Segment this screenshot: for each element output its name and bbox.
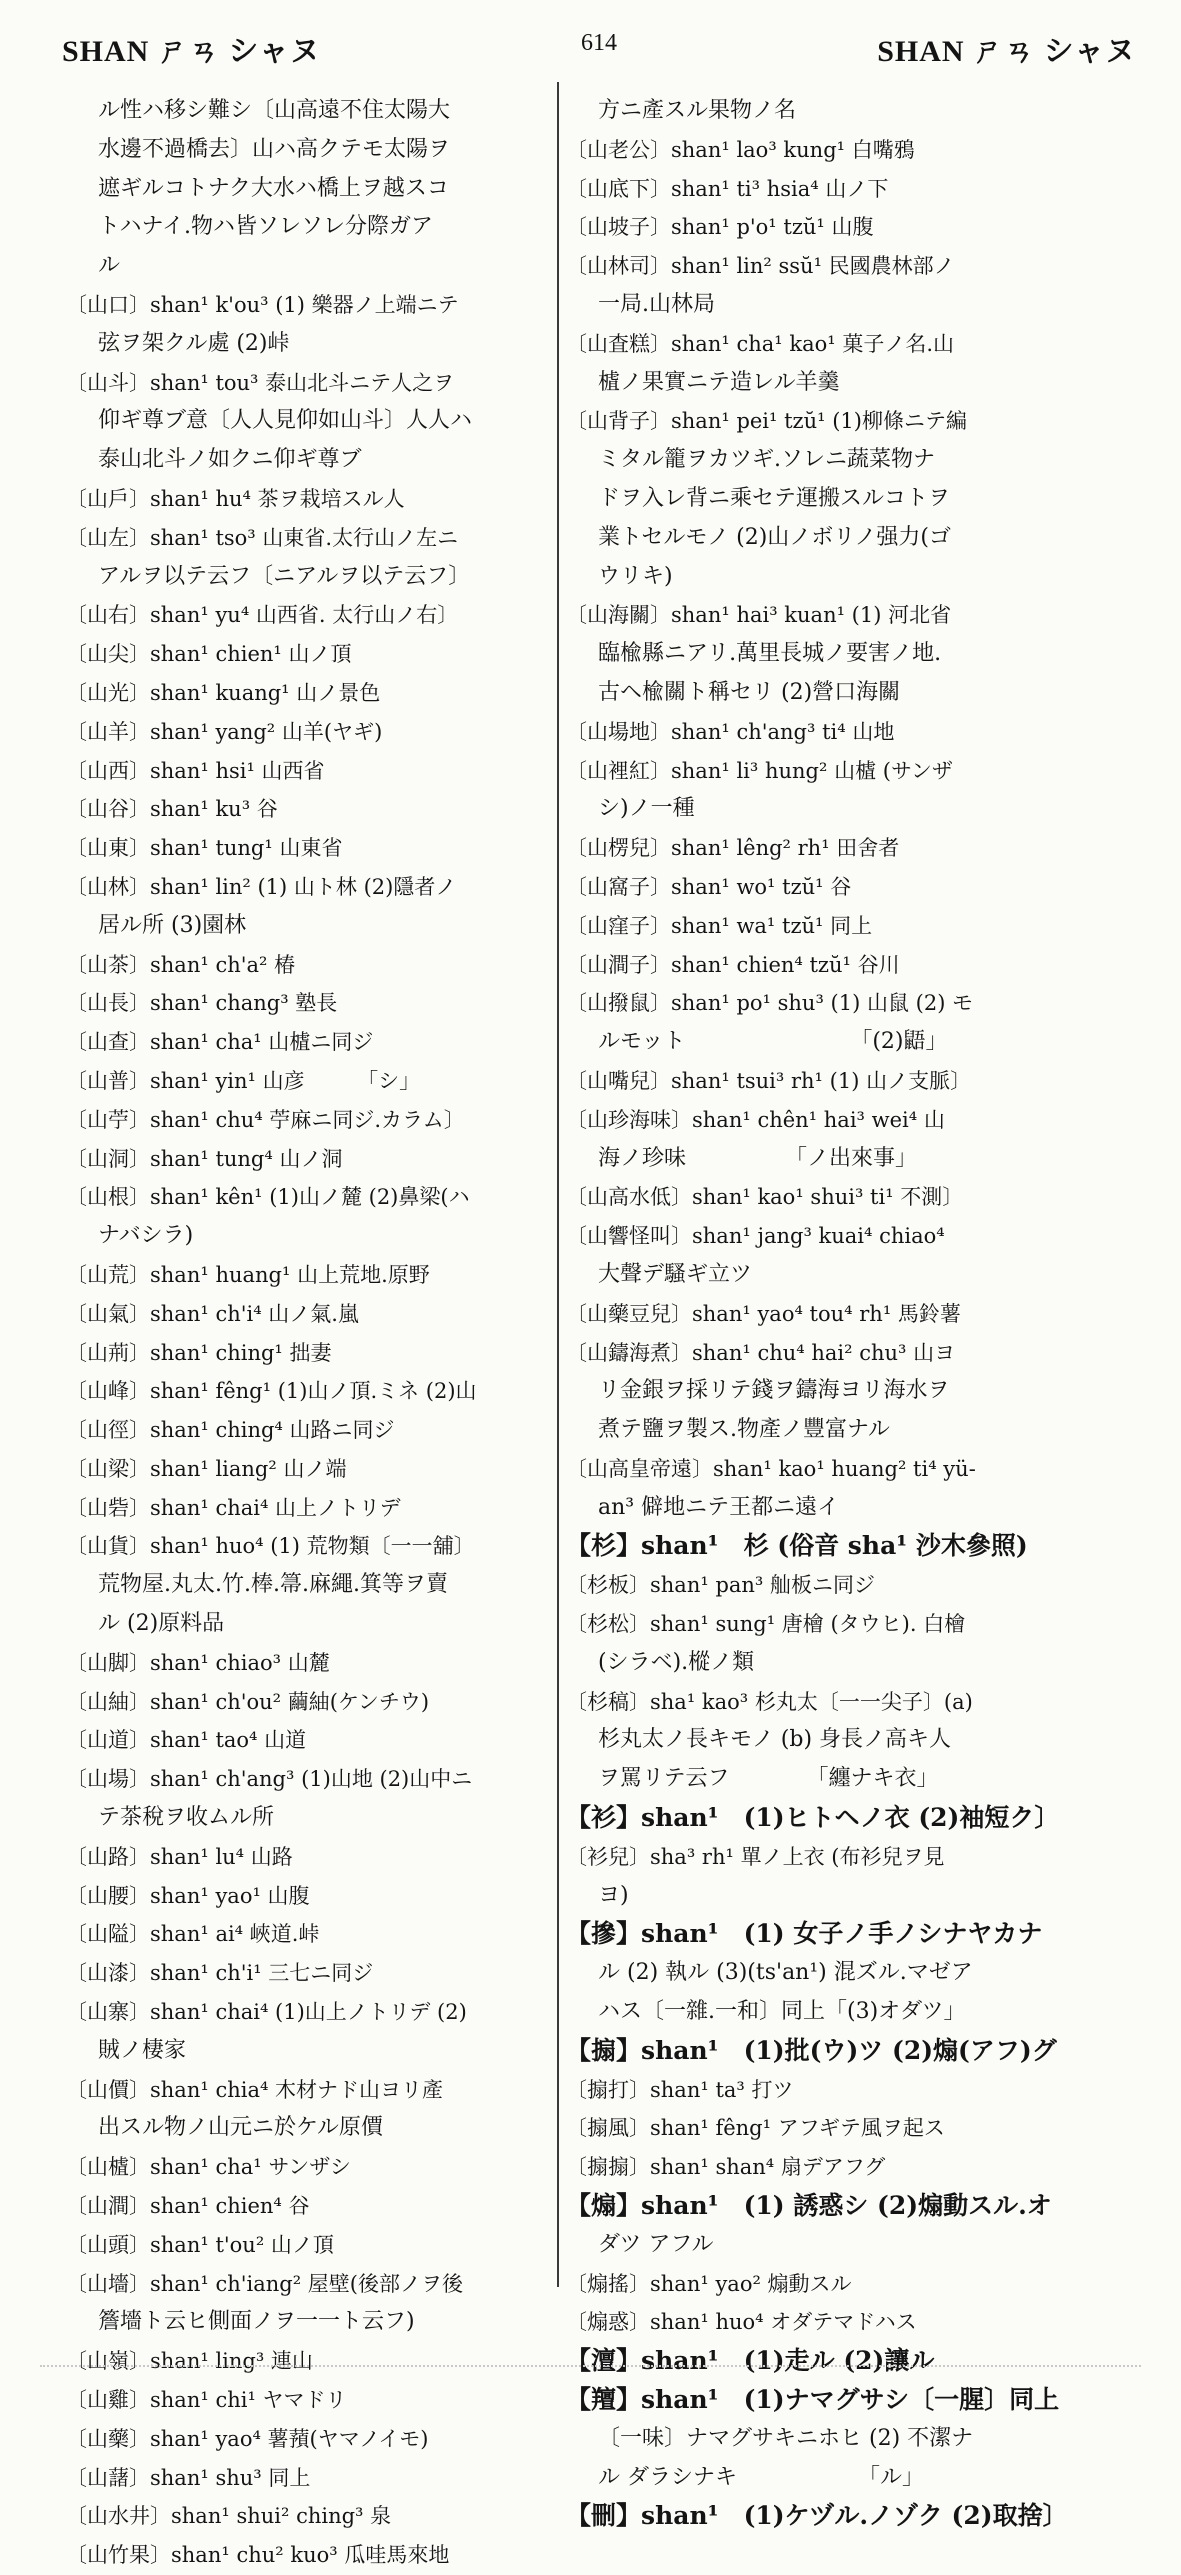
entry-line: 〔搧風〕shan¹ fêng¹ アフギテ風ヲ起ス [566,2116,945,2141]
entry-continuation-line: 海ノ珍味 「ノ出來事」 [598,1145,918,1171]
entry-line: 〔山價〕shan¹ chia⁴ 木材ナド山ヨリ產 [66,2077,444,2102]
entry-line: 〔搧搧〕shan¹ shan⁴ 扇デアフグ [566,2155,886,2180]
entry-line: 〔山裡紅〕shan¹ li³ hung² 山樝 (サンザ [566,758,953,783]
entry-line: 〔山斗〕shan¹ tou³ 泰山北斗ニテ人之ヲ [66,370,455,395]
entry-line: 〔山澗〕shan¹ chien⁴ 谷 [66,2194,310,2219]
entry-line: 〔山海關〕shan¹ hai³ kuan¹ (1) 河北省 [566,603,952,628]
entry-line: 〔山珍海味〕shan¹ chên¹ hai³ wei⁴ 山 [566,1107,945,1132]
entry-line: 〔山洞〕shan¹ tung⁴ 山ノ洞 [66,1146,343,1171]
entry-line: 〔山戶〕shan¹ hu⁴ 茶ヲ栽培スル人 [66,486,405,511]
entry-continuation-line: 大聲デ騷ギ立ツ [598,1261,753,1287]
entry-line: 〔山道〕shan¹ tao⁴ 山道 [66,1728,307,1753]
entry-continuation-line: ナバシラ) [98,1223,194,1249]
entry-line: 〔山氣〕shan¹ ch'i⁴ 山ノ氣.嵐 [66,1301,359,1326]
entry-line: 〔山坡子〕shan¹ p'o¹ tzŭ¹ 山腹 [566,215,874,240]
entry-line: 〔山苧〕shan¹ chu⁴ 苧麻ニ同ジ.カラム〕 [66,1107,465,1132]
entry-line: 〔山西〕shan¹ hsi¹ 山西省 [66,758,325,783]
entry-continuation-line: 業トセルモノ (2)山ノボリノ强力(ゴ [598,524,951,550]
entry-line: 〔山峰〕shan¹ fêng¹ (1)山ノ頂.ミネ (2)山 [66,1379,477,1404]
entry-line: 〔山羊〕shan¹ yang² 山羊(ヤギ) [66,719,383,744]
entry-line: 〔山嘴兒〕shan¹ tsui³ rh¹ (1) 山ノ支脈〕 [566,1068,972,1093]
entry-line: 〔山腰〕shan¹ yao¹ 山腹 [66,1883,310,1908]
entry-continuation-line: 古ヘ楡關ト稱セリ (2)營口海關 [598,679,901,705]
entry-line: 〔山場〕shan¹ ch'ang³ (1)山地 (2)山中ニ [66,1767,473,1792]
entry-continuation-line: アルヲ以テ云フ〔ニアルヲ以テ云フ〕 [98,563,471,589]
entry-line: 〔山光〕shan¹ kuang¹ 山ノ景色 [66,680,381,705]
entry-continuation-line: シ)ノ一種 [598,796,695,822]
entry-line: 〔山茶〕shan¹ ch'a² 椿 [66,952,296,977]
entry-continuation-line: ル ダラシナキ 「ル」 [598,2464,924,2490]
entry-continuation-line: 賊ノ棲家 [98,2037,187,2063]
entry-line: 〔山竹果〕shan¹ chu² kuo³ 瓜哇馬來地 [66,2543,450,2568]
entry-line: 〔山長〕shan¹ chang³ 塾長 [66,991,338,1016]
entry-continuation-line: ルモット 「(2)鼯」 [598,1029,948,1055]
entry-line: 〔山澗子〕shan¹ chien⁴ tzŭ¹ 谷川 [566,952,900,977]
entry-line: 〔搧打〕shan¹ ta³ 打ツ [566,2077,794,2102]
entry-line: 〔山高水低〕shan¹ kao¹ shui³ ti¹ 不測〕 [566,1185,964,1210]
entry-line: 〔山窩子〕shan¹ wo¹ tzŭ¹ 谷 [566,874,852,899]
column-divider [557,82,559,2287]
entry-line: 〔山查〕shan¹ cha¹ 山樝ニ同ジ [66,1030,374,1055]
entry-line: 〔山貨〕shan¹ huo⁴ (1) 荒物類〔一一舖〕 [66,1534,475,1559]
entry-line: 〔山根〕shan¹ kên¹ (1)山ノ麓 (2)鼻梁(ハ [66,1185,470,1210]
entry-line: 〔山林司〕shan¹ lin² ssŭ¹ 民國農林部ノ [566,254,955,279]
entry-continuation-line: 方ニ產スル果物ノ名 [598,98,797,123]
entry-line: 〔山口〕shan¹ k'ou³ (1) 樂器ノ上端ニテ [66,292,459,317]
entry-continuation-line: ダツ アフル [598,2231,714,2257]
entry-line: 〔山路〕shan¹ lu⁴ 山路 [66,1844,293,1869]
entry-line: 〔山樝〕shan¹ cha¹ サンザシ [66,2155,351,2180]
entry-line: 〔山査糕〕shan¹ cha¹ kao¹ 菓子ノ名.山 [566,331,954,356]
entry-continuation-line: 遮ギルコトナク大水ハ橋上ヲ越スコ [98,175,449,201]
entry-continuation-line: 仰ギ尊ブ意〔人人見仰如山斗〕人人ハ [98,408,473,434]
entry-continuation-line: 〔一味〕ナマグサキニホヒ (2) 不潔ナ [598,2425,974,2451]
entry-line: 〔山漆〕shan¹ ch'i¹ 三七ニ同ジ [66,1961,374,1986]
entry-line: 〔杉稿〕sha¹ kao³ 杉丸太〔一一尖子〕(a) [566,1689,973,1714]
entry-line: 〔山鑄海煮〕shan¹ chu⁴ hai² chu³ 山ヨ [566,1340,956,1365]
entry-line: 〔山砦〕shan¹ chai⁴ 山上ノトリデ [66,1495,401,1520]
entry-continuation-line: 荒物屋.丸太.竹.棒.箒.麻繩.箕等ヲ賣 [98,1572,448,1598]
entry-line: 【羶】shan¹ (1)ナマグサシ〔一腥〕同上 [566,2385,1060,2415]
entry-continuation-line: ドヲ入レ背ニ乘セテ運搬スルコトヲ [598,485,951,511]
entry-line: 〔山藥豆兒〕shan¹ yao⁴ tou⁴ rh¹ 馬鈴薯 [566,1301,961,1326]
entry-line: 〔山藥〕shan¹ yao⁴ 薯蕷(ヤマノイモ) [66,2426,429,2451]
entry-continuation-line: ヲ罵リテ云フ 「纏ナキ衣」 [598,1766,939,1792]
entry-continuation-line: ル [98,253,121,279]
entry-line: 〔山場地〕shan¹ ch'ang³ ti⁴ 山地 [566,719,895,744]
entry-continuation-line: (シラベ).樅ノ類 [598,1649,755,1675]
entry-line: 〔山底下〕shan¹ ti³ hsia⁴ 山ノ下 [566,176,889,201]
entry-line: 〔山脚〕shan¹ chiao³ 山麓 [66,1650,330,1675]
entry-continuation-line: 居ル所 (3)園林 [98,912,247,938]
entry-continuation-line: テ茶稅ヲ收ムル所 [98,1805,275,1831]
entry-line: 〔山梁〕shan¹ liang² 山ノ端 [66,1456,347,1481]
entry-continuation-line: 杉丸太ノ長キモノ (b) 身長ノ高キ人 [598,1727,952,1753]
entry-line: 〔山谷〕shan¹ ku³ 谷 [66,797,278,822]
entry-continuation-line: トハナイ.物ハ皆ソレソレ分際ガア [98,214,434,240]
entry-line: 〔山左〕shan¹ tso³ 山東省.太行山ノ左ニ [66,525,459,550]
entry-line: 〔山徑〕shan¹ ching⁴ 山路ニ同ジ [66,1418,395,1443]
entry-line: 〔山墻〕shan¹ ch'iang² 屋壁(後部ノヲ後 [66,2271,463,2296]
entry-continuation-line: ヨ) [598,1882,629,1908]
entry-continuation-line: 弦ヲ架クル處 (2)峠 [98,330,290,356]
page-footer-rule [40,2365,1141,2373]
entry-line: 〔山尖〕shan¹ chien¹ 山ノ頂 [66,642,352,667]
entry-line: 〔山寨〕shan¹ chai⁴ (1)山上ノトリデ (2) [66,2000,467,2025]
entry-line: 〔山荒〕shan¹ huang¹ 山上荒地.原野 [66,1262,430,1287]
right-column [566,92,1136,2536]
entry-line: 〔山林〕shan¹ lin² (1) 山ト林 (2)隱者ノ [66,874,457,899]
entry-line: 〔山背子〕shan¹ pei¹ tzŭ¹ (1)柳條ニテ編 [566,409,967,434]
left-column [66,92,550,2575]
entry-continuation-line: ウリキ) [598,563,673,589]
entry-line: 〔煽搖〕shan¹ yao² 煽動スル [566,2271,852,2296]
entry-continuation-line: an³ 僻地ニテ王都ニ遠イ [598,1494,840,1520]
entry-line: 【摻】shan¹ (1) 女子ノ手ノシナヤカナ [566,1919,1043,1949]
entry-continuation-line: 泰山北斗ノ如クニ仰ギ尊ブ [98,447,362,473]
entry-continuation-line: 樝ノ果實ニテ造レル羊羹 [598,369,840,395]
entry-line: 〔杉板〕shan¹ pan³ 舢板ニ同ジ [566,1573,876,1598]
header-left-guide: SHAN ㄕㄢ シャヌ [62,35,321,68]
entry-continuation-line: 簷墻ト云ヒ側面ノヲ一一ト云フ) [98,2309,415,2335]
entry-line: 〔衫兒〕sha³ rh¹ 單ノ上衣 (布衫兒ヲ見 [566,1844,945,1869]
entry-line: 【刪】shan¹ (1)ケヅル.ノゾク (2)取捨〕 [566,2501,1068,2531]
entry-line: 〔杉松〕shan¹ sung¹ 唐檜 (タウヒ). 白檜 [566,1612,966,1637]
entry-line: 〔山東〕shan¹ tung¹ 山東省 [66,836,343,861]
entry-line: 〔山雞〕shan¹ chi¹ ヤマドリ [66,2388,347,2413]
entry-line: 〔山嶺〕shan¹ ling³ 連山 [66,2349,313,2374]
entry-line: 〔山撥鼠〕shan¹ po¹ shu³ (1) 山鼠 (2) モ [566,991,974,1016]
entry-line: 【澶】shan¹ (1)走ル (2)讓ル [566,2346,935,2376]
entry-line: 〔山高皇帝遠〕shan¹ kao¹ huang² ti⁴ yü- [566,1456,976,1481]
entry-continuation-line: 水邊不過橋去〕山ハ高クテモ太陽ヲ [98,136,451,162]
entry-line: 〔山右〕shan¹ yu⁴ 山西省. 太行山ノ右〕 [66,603,459,628]
entry-line: 〔山水井〕shan¹ shui² ching³ 泉 [66,2504,392,2529]
entry-continuation-line: 臨楡縣ニアリ.萬里長城ノ要害ノ地. [598,641,942,667]
entry-continuation-line: リ金銀ヲ採リテ錢ヲ鑄海ヨリ海水ヲ [598,1378,950,1404]
entry-line: 【搧】shan¹ (1)批(ウ)ツ (2)煽(アフ)グ [566,2035,1057,2065]
entry-continuation-line: ミタル籠ヲカツギ.ソレニ蔬菜物ナ [598,447,935,473]
entry-line: 〔山隘〕shan¹ ai⁴ 峽道.峠 [66,1922,320,1947]
entry-continuation-line: ル (2)原料品 [98,1611,225,1637]
entry-line: 〔山頭〕shan¹ t'ou² 山ノ頂 [66,2232,334,2257]
entry-line: 【煽】shan¹ (1) 誘惑シ (2)煽動スル.オ [566,2191,1052,2221]
entry-continuation-line: ル (2) 執ル (3)(ts'an¹) 混ズル.マゼア [598,1960,973,1986]
entry-continuation-line: ハス〔一雜.一和〕同上「(3)オダツ」 [598,1999,966,2025]
entry-continuation-line: 出スル物ノ山元ニ於ケル原價 [98,2115,383,2141]
entry-line: 〔山普〕shan¹ yin¹ 山彦 「シ」 [66,1068,421,1093]
page-number: 614 [581,30,617,56]
header-right-guide: SHAN ㄕㄢ シャヌ [877,35,1136,68]
entry-line: 〔山老公〕shan¹ lao³ kung¹ 白嘴鴉 [566,137,915,162]
entry-line: 【衫】shan¹ (1)ヒトヘノ衣 (2)袖短ク〕 [566,1803,1060,1833]
entry-continuation-line: ル性ハ移シ難シ〔山高遠不住太陽大 [98,98,451,123]
entry-line: 〔煽惑〕shan¹ huo⁴ オダテマドハス [566,2310,917,2335]
entry-line: 〔山窪子〕shan¹ wa¹ tzŭ¹ 同上 [566,913,873,938]
entry-continuation-line: 一局.山林局 [598,291,715,317]
entry-line: 〔山荊〕shan¹ ching¹ 拙妻 [66,1340,332,1365]
page-header [62,26,1136,74]
entry-line: 〔山響怪叫〕shan¹ jang³ kuai⁴ chiao⁴ [566,1224,945,1249]
entry-continuation-line: 煮テ鹽ヲ製ス.物產ノ豐富ナル [598,1417,890,1443]
entry-line: 〔山楞兒〕shan¹ lêng² rh¹ 田舍者 [566,836,900,861]
entry-line: 【杉】shan¹ 杉 (俗音 sha¹ 沙木參照) [566,1531,1028,1561]
entry-line: 〔山紬〕shan¹ ch'ou² 繭紬(ケンチウ) [66,1689,430,1714]
entry-line: 〔山藷〕shan¹ shu³ 同上 [66,2465,311,2490]
